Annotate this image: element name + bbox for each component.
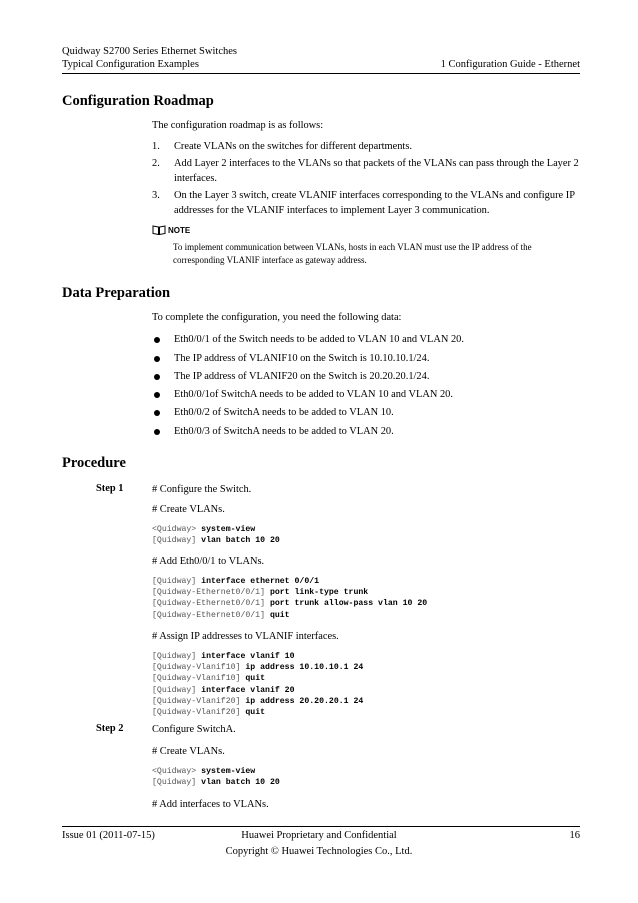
code-line	[152, 662, 363, 673]
item-number: 1.	[152, 141, 160, 152]
code-block	[152, 651, 363, 718]
cli-prompt: [Quidway]	[152, 577, 197, 586]
step-1-add-eth: # Add Eth0/0/1 to VLANs.	[152, 556, 265, 567]
bullet-dot	[154, 429, 160, 435]
cli-prompt: [Quidway-Ethernet0/0/1]	[152, 610, 266, 620]
bullet-text: The IP address of VLANIF20 on the Switch is 20.20.20.1/24.	[174, 371, 430, 382]
step-1-create-vlans: # Create VLANs.	[152, 504, 225, 515]
code-line	[152, 696, 363, 707]
page-number: 16	[569, 830, 580, 841]
item-number: 2.	[152, 158, 160, 169]
footer-issue: Issue 01 (2011-07-15)	[62, 830, 155, 841]
cli-prompt: [Quidway-Vlanif20]	[152, 696, 241, 706]
code-line	[152, 610, 427, 621]
step-1-label: Step 1	[96, 483, 124, 494]
cli-prompt: [Quidway]	[152, 778, 197, 788]
code-line	[152, 587, 427, 598]
cli-prompt: [Quidway]	[152, 685, 197, 695]
cli-prompt: [Quidway]	[152, 652, 197, 661]
item-text: Add Layer 2 interfaces to the VLANs so that packets of the VLANs can pass through the Layer 2 interfaces.	[174, 158, 579, 184]
code-line	[152, 685, 363, 696]
item-number: 3.	[152, 190, 160, 201]
page-header	[62, 45, 580, 71]
header-doc-title: Typical Configuration Examples	[62, 59, 199, 70]
cli-prompt: [Quidway-Vlanif10]	[152, 674, 241, 684]
cli-command: vlan batch 10 20	[201, 536, 280, 546]
cli-command: quit	[245, 708, 266, 718]
cli-command: interface vlanif 20	[201, 685, 295, 695]
bullet-text: Eth0/0/1 of the Switch needs to be added to VLAN 10 and VLAN 20.	[174, 334, 464, 345]
footer-confidential: Huawei Proprietary and Confidential	[241, 830, 397, 841]
roadmap-heading: Configuration Roadmap	[62, 93, 214, 109]
bullet-dot	[154, 410, 160, 416]
cli-prompt: [Quidway-Ethernet0/0/1]	[152, 599, 266, 609]
bullet-dot	[154, 337, 160, 343]
cli-prompt: [Quidway]	[152, 536, 197, 546]
data-prep-heading: Data Preparation	[62, 285, 171, 301]
code-line	[152, 535, 280, 546]
header-rule	[62, 73, 580, 74]
bullet-text: The IP address of VLANIF10 on the Switch is 10.10.10.1/24.	[174, 353, 430, 364]
cli-prompt: [Quidway-Ethernet0/0/1]	[152, 588, 266, 598]
code-line	[152, 707, 363, 718]
procedure-heading: Procedure	[62, 455, 126, 471]
step-2-label: Step 2	[96, 723, 124, 734]
footer-center	[210, 829, 428, 858]
cli-command: quit	[245, 674, 266, 684]
step-2-title: Configure SwitchA.	[152, 724, 236, 735]
bullet-dot	[154, 356, 160, 362]
note-book-icon	[152, 225, 166, 235]
cli-command: system-view	[201, 767, 256, 776]
header-chapter: 1 Configuration Guide - Ethernet	[440, 59, 580, 70]
cli-command: quit	[269, 610, 290, 620]
cli-command: ip address 10.10.10.1 24	[245, 663, 364, 673]
bullet-dot	[154, 374, 160, 380]
cli-command: interface vlanif 10	[201, 652, 295, 661]
footer-rule	[62, 826, 580, 827]
note-text: To implement communication between VLANs, hosts in each VLAN must use the IP address of the corresponding VLANIF interface as gateway address.	[173, 242, 532, 265]
roadmap-intro: The configuration roadmap is as follows:	[152, 120, 324, 131]
cli-command: system-view	[201, 525, 256, 534]
cli-command: port link-type trunk	[269, 588, 369, 598]
bullet-text: Eth0/0/3 of SwitchA needs to be added to VLAN 20.	[174, 426, 394, 437]
cli-prompt: <Quidway>	[152, 767, 197, 776]
cli-prompt: <Quidway>	[152, 525, 197, 534]
code-block	[152, 576, 427, 621]
step-2-create-vlans: # Create VLANs.	[152, 746, 225, 757]
code-block	[152, 524, 280, 546]
code-block	[152, 766, 280, 788]
bullet-text: Eth0/0/1of SwitchA needs to be added to VLAN 10 and VLAN 20.	[174, 389, 453, 400]
code-line	[152, 598, 427, 609]
cli-command: port trunk allow-pass vlan 10 20	[269, 599, 428, 609]
code-line	[152, 651, 363, 662]
code-line	[152, 766, 280, 777]
footer-copyright: Copyright © Huawei Technologies Co., Ltd.	[225, 846, 413, 857]
bullet-dot	[154, 392, 160, 398]
code-line	[152, 673, 363, 684]
cli-command: vlan batch 10 20	[201, 778, 280, 788]
cli-command: interface ethernet 0/0/1	[201, 577, 320, 586]
step-1-title: # Configure the Switch.	[152, 484, 252, 495]
cli-prompt: [Quidway-Vlanif10]	[152, 663, 241, 673]
bullet-text: Eth0/0/2 of SwitchA needs to be added to VLAN 10.	[174, 407, 394, 418]
item-text: On the Layer 3 switch, create VLANIF interfaces corresponding to the VLANs and configure IP addresses for the VLANIF interfaces to implement Layer 3 communication.	[174, 190, 575, 216]
header-product: Quidway S2700 Series Ethernet Switches	[62, 46, 237, 57]
code-line	[152, 777, 280, 788]
code-line	[152, 576, 427, 587]
item-text: Create VLANs on the switches for different departments.	[174, 141, 412, 152]
code-line	[152, 524, 280, 535]
cli-prompt: [Quidway-Vlanif20]	[152, 708, 241, 718]
step-1-assign-ip: # Assign IP addresses to VLANIF interfaces.	[152, 631, 339, 642]
note-label: NOTE	[168, 226, 191, 235]
cli-command: ip address 20.20.20.1 24	[245, 696, 364, 706]
step-2-add-interfaces: # Add interfaces to VLANs.	[152, 799, 269, 810]
data-prep-intro: To complete the configuration, you need the following data:	[152, 312, 402, 323]
